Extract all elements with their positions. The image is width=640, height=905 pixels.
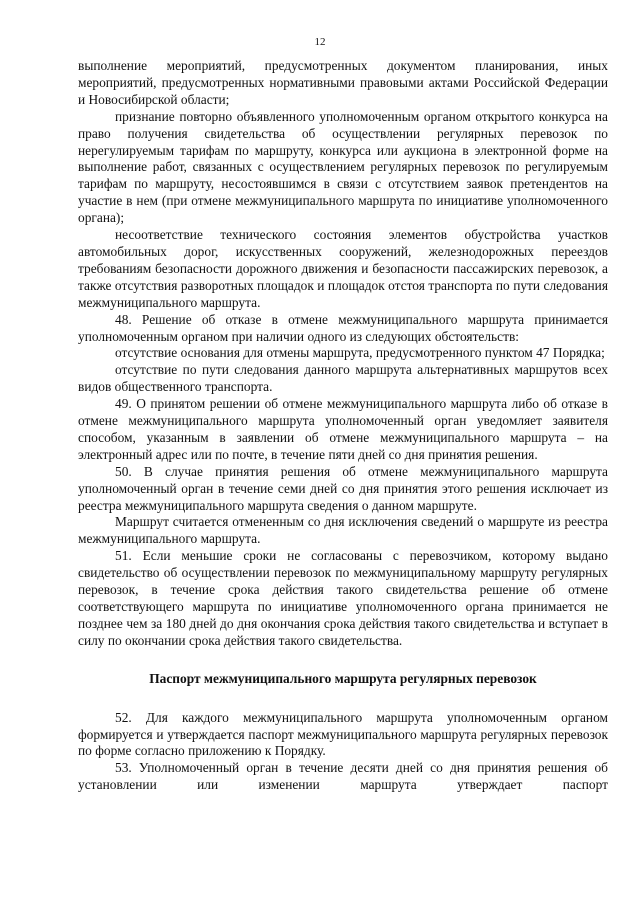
paragraph: 51. Если меньшие сроки не согласованы с перевозчиком, которому выдано свидетельство об осуществлении перевозок по межмуниципальному маршруту регулярных перевозок, в течение срока действия такого свидетельства решение об отмене соответствующего маршрута по инициативе уполномоченного органа принимается не позднее чем за 180 дней до дня окончания срока действия такого свидетельства и вступает в силу по окончании срока действия такого свидетельства. [78, 548, 608, 648]
paragraph: Маршрут считается отмененным со дня исключения сведений о маршруте из реестра межмуниципального маршрута. [78, 514, 608, 547]
page-number: 12 [314, 36, 326, 48]
paragraph: несоответствие технического состояния элементов обустройства участков автомобильных дорог, искусственных сооружений, железнодорожных переездов требованиям безопасности дорожного движения и безопасности пассажирских перевозок, а также отсутствия разворотных площадок и площадок отстоя транспорта по пути следования межмуниципального маршрута. [78, 227, 608, 310]
paragraph: отсутствие основания для отмены маршрута, предусмотренного пунктом 47 Порядка; [115, 345, 605, 361]
paragraph: 48. Решение об отказе в отмене межмуниципального маршрута принимается уполномоченным органом при наличии одного из следующих обстоятельств: [78, 311, 608, 344]
document-body [78, 58, 608, 794]
paragraph: 50. В случае принятия решения об отмене межмуниципального маршрута уполномоченный орган в течение семи дней со дня принятия этого решения исключает из реестра межмуниципального маршрута сведения о данном маршруте. [78, 463, 608, 513]
paragraph: выполнение мероприятий, предусмотренных документом планирования, иных мероприятий, предусмотренных нормативными правовыми актами Российской Федерации и Новосибирской области; [78, 58, 608, 107]
paragraph: 52. Для каждого межмуниципального маршрута уполномоченным органом формируется и утверждается паспорт межмуниципального маршрута регулярных перевозок по форме согласно приложению к Порядку. [78, 709, 608, 759]
paragraph: признание повторно объявленного уполномоченным органом открытого конкурса на право получения свидетельства об осуществлении регулярных перевозок по нерегулируемым тарифам по маршруту, конкурса или аукциона в электронной форме на выполнение работ, связанных с осуществлением регулярных перевозок по регулируемым тарифам по маршруту, несостоявшимся в связи с отсутствием заявок претендентов на участие в нем (при отмене межмуниципального маршрута по инициативе уполномоченного органа); [78, 108, 608, 226]
paragraph: 53. Уполномоченный орган в течение десяти дней со дня принятия решения об установлении или изменении маршрута утверждает паспорт [78, 760, 608, 793]
section-heading: Паспорт межмуниципального маршрута регулярных перевозок [149, 670, 537, 686]
paragraph: 49. О принятом решении об отмене межмуниципального маршрута либо об отказе в отмене межмуниципального маршрута уполномоченный орган уведомляет заявителя способом, указанным в заявлении об отмене межмуниципального маршрута – на электронный адрес или по почте, в течение пяти дней со дня принятия решения. [78, 396, 608, 462]
paragraph: отсутствие по пути следования данного маршрута альтернативных маршрутов всех видов общественного транспорта. [78, 362, 608, 395]
